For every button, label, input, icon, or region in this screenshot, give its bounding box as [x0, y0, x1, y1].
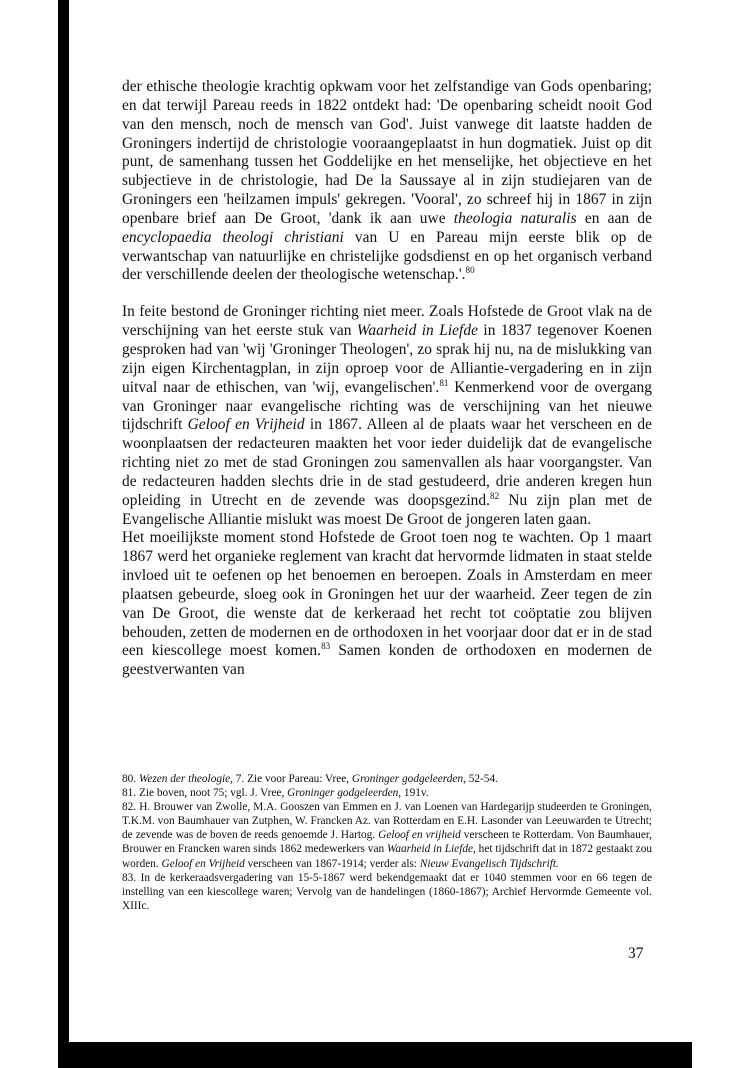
footnote-ref-81[interactable]: 81 — [439, 377, 449, 388]
paragraph-1: der ethische theologie krachtig opkwam voor het zelfstandige van Gods openbaring; en dat terwijl Pareau reeds in 1822 ontdekt had: 'De openbaring scheidt nooit God van den mensch, noch de mensch van God'. Juist vanwege dit laatste hadden de Groningers indertijd de christologie vooraangeplaatst in hun dogmatiek. Juist op dit punt, de samenhang tussen het Goddelijke en het menselijke, het objectieve en het subjectieve in de christologie, had De la Saussaye al in zijn studiejaren van de Groningers een 'heilzamen impuls' gekregen. 'Vooral', zo schreef hij in 1867 in zijn openbare brief aan De Groot, 'dank ik aan uwe theologia naturalis en aan de encyclopaedia theologi christiani van U en Pareau mijn eerste blik op de verwantschap van natuurlijke en christelijke godsdienst en op het organisch verband der verschillende deelen der theologische wetenschap.'.$^{80}$ — [122, 78, 652, 284]
footnote-82: 82. H. Brouwer van Zwolle, M.A. Gooszen van Emmen en J. van Loenen van Hardegarijp studeerden te Groningen, T.K.M. von Baumhauer van Zutphen, W. Francken Az. van Rotterdam en E.H. Lasonder van Leeuwarden te Utrecht; de zevende was de boven de reeds genoemde J. Hartog. Geloof en vrijheid verscheen te Rotterdam. Von Baumhauer, Brouwer en Francken waren sinds 1862 medewerkers van Waarheid in Liefde, het tijdschrift dat in 1872 gestaakt zou worden. Geloof en Vrijheid verscheen van 1867-1914; verder als: Nieuw Evangelisch Tijdschrift. — [122, 801, 652, 870]
footnote-83: 83. In de kerkeraadsvergadering van 15-5-1867 werd bekendgemaakt dat er 1040 stemmen voor en 66 tegen de instelling van een kiescollege waren; Vervolg van de handelingen (1860-1867); Archief Hervormde Gemeente vol. XIIIc. — [122, 871, 652, 912]
paragraph-2: In feite bestond de Groninger richting niet meer. Zoals Hofstede de Groot vlak na de verschijning van het eerste stuk van Waarheid in Liefde in 1837 tegenover Koenen gesproken had van 'wij 'Groninger Theologen', zo sprak hij nu, na de mislukking van zijn eigen Kirchentagplan, in zijn oproep voor de Alliantie-vergadering en in zijn uitval naar de ethischen, van 'wij, evangelischen'.$^{81}$ Kenmerkend voor de overgang van Groninger naar evangelische richting was de verschijning van het nieuwe tijdschrift Geloof en Vrijheid in 1867. Alleen al de plaats waar het verscheen en de woonplaatsen der redacteuren maakten het voor ieder duidelijk dat de evangelische richting niet zo met de stad Groningen zou samenvallen als haar voorgangster. Van de redacteuren hadden slechts drie in de stad gestudeerd, drie anderen kregen hun opleiding in Utrecht en de zevende was doopsgezind.$^{82}$ Nu zijn plan met de Evangelische Alliantie mislukt was moest De Groot de jongeren laten gaan. — [122, 303, 653, 528]
scan-border-bottom — [58, 1042, 692, 1068]
footnote-ref-80[interactable]: 80 — [465, 265, 475, 276]
page-number: 37 — [628, 945, 644, 962]
footnote-ref-82[interactable]: 82 — [490, 490, 500, 501]
footnotes — [122, 772, 652, 913]
footnote-81: 81. Zie boven, noot 75; vgl. J. Vree, Groninger godgeleerden, 191v. — [122, 787, 429, 800]
body-text — [122, 78, 652, 680]
footnote-ref-83[interactable]: 83 — [321, 641, 331, 652]
scan-border-left — [58, 0, 69, 1068]
paragraph-3: Het moeilijkste moment stond Hofstede de Groot toen nog te wachten. Op 1 maart 1867 werd het organieke reglement van kracht dat hervormde lidmaten in staat stelde invloed uit te oefenen op het benoemen en beroepen. Zoals in Amsterdam en meer plaatsen gebeurde, sloeg ook in Groningen het uur der waarheid. Zeer tegen de zin van De Groot, die wenste dat de kerkeraad het recht tot coöptatie zou blijven behouden, zetten de modernen en de orthodoxen in het voorjaar door dat er in de stad een kiescollege moest komen.$^{83}$ Samen konden de orthodoxen en modernen de geestverwanten van — [122, 529, 653, 679]
footnote-80: 80. Wezen der theologie, 7. Zie voor Pareau: Vree, Groninger godgeleerden, 52-54. — [122, 773, 498, 785]
